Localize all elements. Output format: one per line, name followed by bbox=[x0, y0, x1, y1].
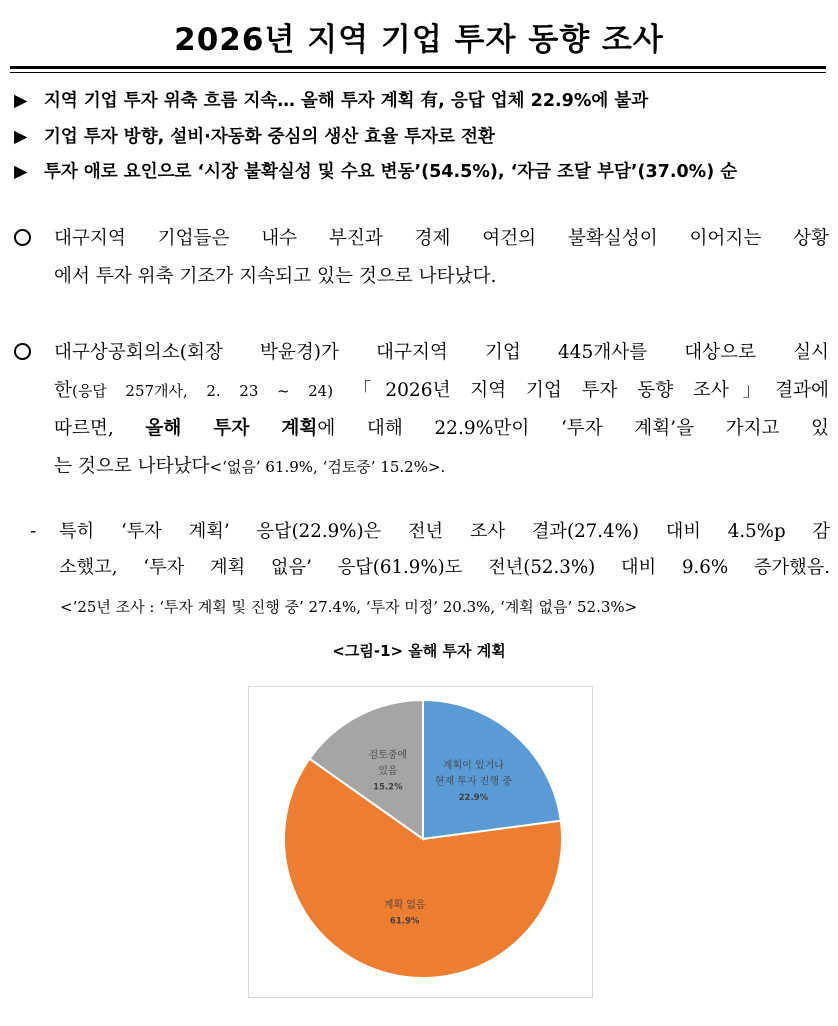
pie-category-label: 검토중에 bbox=[368, 750, 408, 762]
paragraph-line: 는 것으로 나타났다<‘없음’ 61.9%, ‘검토중’ 15.2%>. bbox=[54, 456, 446, 477]
sub-line: 소했고, ‘투자 계획 없음’ 응답(61.9%)도 전년(52.3%) 대비 9.6% 증가했음. bbox=[59, 557, 830, 578]
pie-value-label: 22.9% bbox=[458, 792, 489, 803]
pie-chart bbox=[248, 686, 593, 998]
pie-chart-svg bbox=[249, 687, 592, 997]
pie-category-label: 현재 투자 진행 중 bbox=[434, 776, 512, 788]
pie-value-label: 61.9% bbox=[389, 916, 420, 927]
circle-bullet-icon bbox=[14, 229, 31, 246]
triangle-bullet-icon: ▶ bbox=[14, 127, 28, 147]
paragraph-1 bbox=[14, 220, 829, 296]
sub-line: 특히 ‘투자 계획’ 응답(22.9%)은 전년 조사 결과(27.4%) 대비 4.5%p 감 bbox=[59, 521, 830, 542]
circle-bullet-icon bbox=[14, 343, 31, 360]
headline-2 bbox=[14, 124, 829, 150]
dash-bullet: - bbox=[30, 521, 37, 542]
sub-paragraph bbox=[30, 514, 830, 586]
headline-3 bbox=[14, 159, 829, 185]
headline-text: 기업 투자 방향, 설비·자동화 중심의 생산 효율 투자로 전환 bbox=[44, 127, 495, 147]
title-rule-thick bbox=[10, 66, 826, 69]
paragraph-line: 에서 투자 위축 기조가 지속되고 있는 것으로 나타났다. bbox=[54, 266, 497, 287]
title-rule-thin bbox=[10, 72, 826, 73]
headline-text: 투자 애로 요인으로 ‘시장 불확실성 및 수요 변동’(54.5%), ‘자금 조달 부담’(37.0%) 순 bbox=[44, 162, 738, 182]
triangle-bullet-icon: ▶ bbox=[14, 162, 28, 182]
response-info: (응답 257개사, 2. 23 ~ 24) bbox=[71, 382, 334, 400]
paragraph-line: 대구상공회의소(회장 박윤경)가 대구지역 기업 445개사를 대상으로 실시 bbox=[54, 342, 829, 363]
paragraph-line: 따르면, 올해 투자 계획에 대해 22.9%만이 ‘투자 계획’을 가지고 있 bbox=[54, 418, 829, 439]
pie-category-label: 있음 bbox=[378, 766, 398, 778]
triangle-bullet-icon: ▶ bbox=[14, 91, 28, 111]
paragraph-line: 한(응답 257개사, 2. 23 ~ 24) 「2026년 지역 기업 투자 동향 조사」결과에 bbox=[54, 380, 829, 401]
paragraph-2 bbox=[14, 334, 829, 486]
page-title: 2026년 지역 기업 투자 동향 조사 bbox=[174, 22, 664, 58]
bold-phrase: 올해 투자 계획 bbox=[145, 418, 318, 439]
pie-value-label: 15.2% bbox=[373, 782, 403, 793]
result-note: <‘없음’ 61.9%, ‘검토중’ 15.2%>. bbox=[209, 458, 446, 476]
headline-text: 지역 기업 투자 위축 흐름 지속… 올해 투자 계획 有, 응답 업체 22.9%에 불과 bbox=[44, 91, 649, 111]
headline-1 bbox=[14, 88, 829, 114]
previous-survey-note: <’25년 조사 : ‘투자 계획 및 진행 중’ 27.4%, ‘투자 미정’ 20.3%, ‘계획 없음’ 52.3%> bbox=[60, 598, 638, 616]
pie-category-label: 계획이 있거나 bbox=[442, 760, 504, 772]
pie-category-label: 계획 없음 bbox=[383, 900, 426, 912]
figure-title: <그림-1> 올해 투자 계획 bbox=[332, 642, 506, 660]
paragraph-line: 대구지역 기업들은 내수 부진과 경제 여건의 불확실성이 이어지는 상황 bbox=[54, 228, 829, 249]
